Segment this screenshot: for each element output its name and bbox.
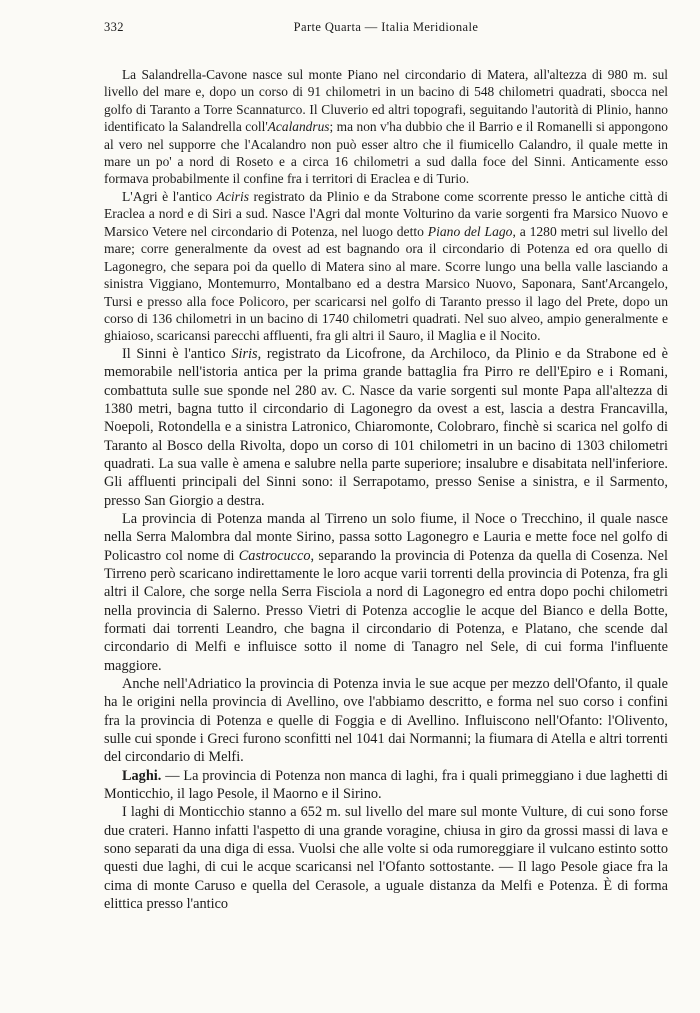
paragraph-agri bbox=[104, 188, 668, 345]
page-number: 332 bbox=[104, 20, 124, 34]
italic-term: Castrocucco bbox=[238, 547, 311, 564]
italic-term: Acalandrus bbox=[267, 119, 330, 135]
text-run: I laghi di Monticchio stanno a 652 m. sul livello del mare sul monte Vulture, di cui sono forse due crateri. Hanno infatti l'aspetto di una grande voragine, chiusa in giro da grossi massi di lava e sono separati da una diga di essa. Vuolsi che alle volte si oda rumoreggiare il vulcano estinto sotto questi due laghi, di cui le acque scaricansi nel l'Ofanto sottostante. — Il lago Pesole giace fra la cima di monte Caruso e quella del Cerasole, a uguale distanza da Melfi e Potenza. È di forma elittica presso l'antico bbox=[104, 804, 668, 912]
text-run: La Salandrella-Cavone nasce sul monte Piano nel circondario di Matera, all'altezza di 980 m. sul livello del mare e, dopo un corso di 91 chilometri in un bacino di 548 chilometri quadrati, sbocca nel golfo di Taranto a Torre Scannaturco. Il Cluverio ed altri topografi, seguitando l'autorità di Plinio, hanno identificato la Salandrella coll' bbox=[104, 67, 668, 135]
text-run: , registrato da Licofrone, da Archiloco, da Plinio e da Strabone ed è memorabile nell'istoria antica per la prima grande battaglia fra Pirro re dell'Epiro e i Romani, combattuta sulle sue sponde nel 280 av. C. Nasce da varie sorgenti sul monte Papa all'altezza di 1380 metri, bagna tutto il circondario di Lagonegro da ovest a est, lascia a destra Francavilla, Noepoli, Rotondella e a sinistra Latronico, Chiaromonte, Colobraro, finchè si scarica nel golfo di Taranto al Bosco della Rivolta, dopo un corso di 101 chilometri in un bacino di 1303 chilometri quadrati. La sua valle è amena e salubre nella parte superiore; insalubre e disabitata nell'inferiore. Gli affluenti principali del Sinni sono: il Serrapotamo, presso Senise a sinistra, e il Sarmento, presso San Giorgio a destra. bbox=[104, 345, 668, 509]
running-title: Parte Quarta — Italia Meridionale bbox=[293, 20, 479, 34]
italic-term: Piano del Lago bbox=[427, 223, 513, 239]
text-run: ; ma non v'ha dubbio che il Barrio e il Romanelli si appongono al vero nel supporre che l'Acalandro non può esser altro che il fiumicello Calandro, il quale mette in mare un po' a nord di Roseto e a circa 16 chilometri a sud dalla foce del Sinni. Anticamente esso formava probabilmente il confine fra i territori di Eraclea e di Turio. bbox=[104, 119, 668, 187]
text-run: Anche nell'Adriatico la provincia di Potenza invia le sue acque per mezzo dell'Ofanto, il quale ha le origini nella provincia di Avellino, ove l'abbiamo descritto, e forma nel suo corso i confini fra la provincia di Potenza e quelle di Foggia e di Avellino. Influiscono nell'Ofanto: l'Olivento, sulle cui sponde i Greci furono sconfitti nel 1041 dai Normanni; la fiumara di Atella e altri torrenti del circondario di Melfi. bbox=[104, 676, 668, 766]
paragraph-adriatico bbox=[104, 675, 668, 767]
run-in-heading: Laghi. bbox=[122, 767, 162, 784]
paragraph-monticchio bbox=[104, 803, 668, 913]
text-run: La provincia di Potenza manda al Tirreno un solo fiume, il Noce o Trecchino, il quale nasce nella Serra Malombra dal monte Sirino, passa sotto Lagonegro e Lauria e mette foce nel golfo di Policastro col nome di bbox=[104, 511, 668, 564]
paragraph-sinni bbox=[104, 345, 668, 510]
text-run: Il Sinni è l'antico bbox=[122, 345, 232, 362]
text-run: L'Agri è l'antico bbox=[122, 188, 217, 204]
paragraph-laghi bbox=[104, 767, 668, 804]
italic-term: Aciris bbox=[216, 188, 250, 204]
body-text bbox=[104, 66, 668, 913]
paragraph-salandrella bbox=[104, 66, 668, 188]
page-header bbox=[104, 20, 668, 40]
text-run: — La provincia di Potenza non manca di laghi, fra i quali primeggiano i due laghetti di Monticchio, il lago Pesole, il Maorno e il Sirino. bbox=[104, 767, 668, 803]
text-run: registrato da Plinio e da Strabone come scorrente presso le antiche città di Eraclea a nord e di Siri a sud. Nasce l'Agri dal monte Volturino da varie sorgenti fra Marsico Nuovo e Marsico Vetere nel circondario di Potenza, nel luogo detto bbox=[104, 188, 668, 239]
italic-term: Siris bbox=[231, 345, 258, 362]
paragraph-tirreno bbox=[104, 510, 668, 675]
text-run: , a 1280 metri sul livello del mare; corre generalmente da ovest ad est bagnando ora il circondario di Potenza ed ora quello di Lagonegro, che separa poi da quello di Matera sino al mare. Scorre lungo una bella valle lasciando a sinistra Viggiano, Montemurro, Montalbano ed a destra Marsico Nuovo, Saponara, Sant'Arcangelo, Tursi e presso alla foce Policoro, per scaricarsi nel golfo di Taranto presso il lago del Prete, dopo un corso di 136 chilometri in un bacino di 1740 chilometri quadrati. Nel suo alveo, ampio generalmente e ghiaioso, scaricansi parecchi affluenti, fra gli altri il Sauro, il Maglia e il Nocito. bbox=[104, 223, 669, 344]
text-run: , separando la provincia di Potenza da quella di Cosenza. Nel Tirreno però scaricano indirettamente le loro acque varii torrenti della provincia di Potenza, fra gli altri il Calore, che sorge nella Serra Fisciola a nord di Lagonegro ed entra dopo pochi chilometri nella provincia di Salerno. Presso Vietri di Potenza accoglie le acque del Bianco e della Botte, formati dai torrenti Leandro, che bagna il circondario di Potenza, e Platano, che scende dal circondario di Melfi e influisce sotto il nome di Tanagro nel Sele, di cui forma l'influente maggiore. bbox=[104, 547, 669, 674]
